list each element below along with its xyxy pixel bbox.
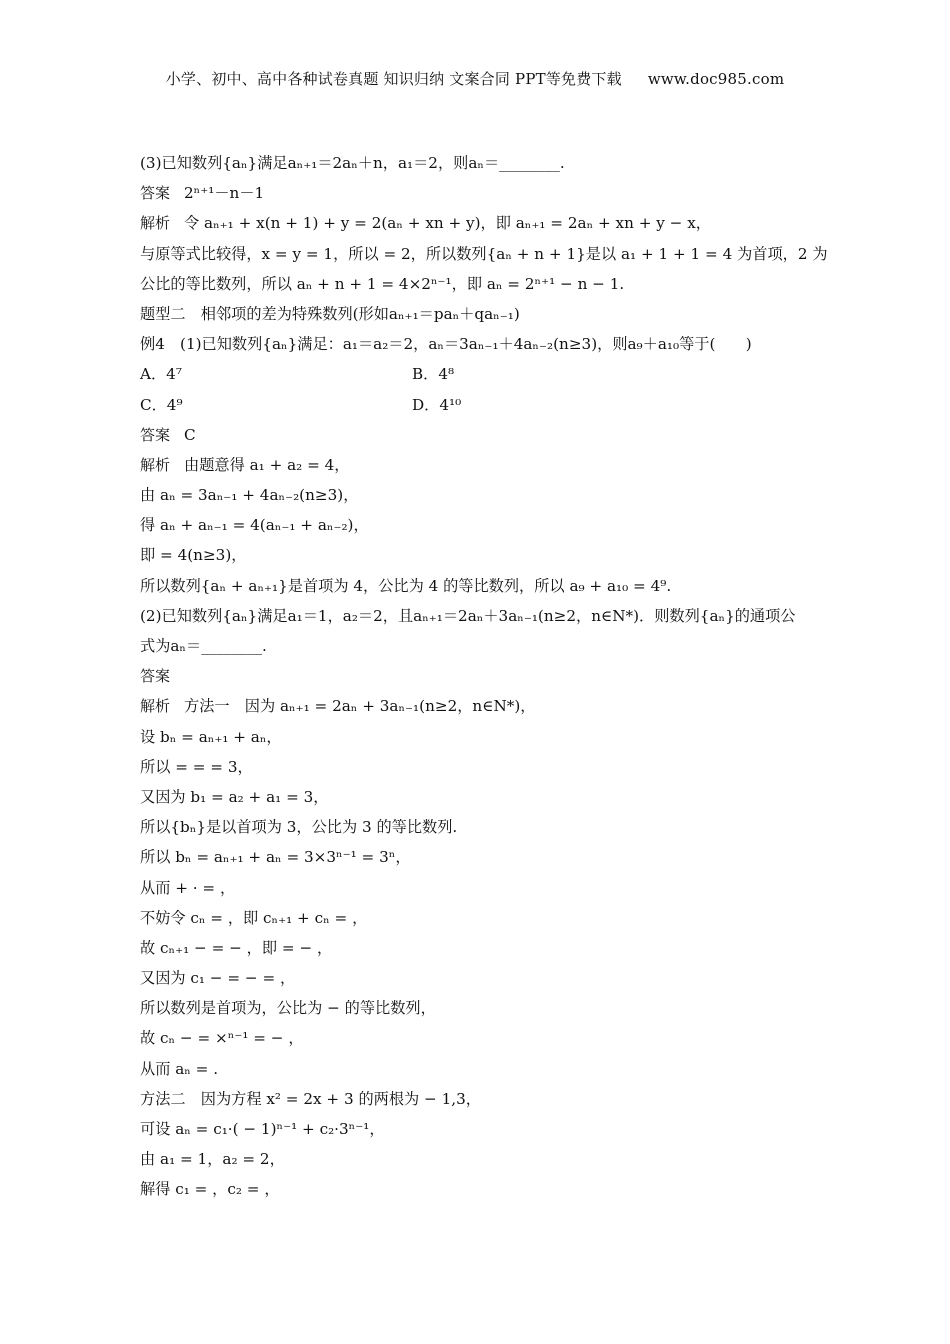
text-line <box>140 329 820 359</box>
text-line <box>140 963 820 993</box>
text-line <box>140 571 820 601</box>
text-line <box>140 903 820 933</box>
section-label: 解析 <box>140 455 171 474</box>
header-left-text: 小学、初中、高中各种试卷真题 知识归纳 文案合同 PPT等免费下载 <box>165 70 622 88</box>
line-text: 所以 = = = 3， <box>140 757 253 776</box>
text-line <box>140 148 820 178</box>
document-body <box>140 148 828 1205</box>
section-label: 答案 <box>140 425 171 444</box>
line-text: 2ⁿ⁺¹－n－1 <box>184 184 265 203</box>
line-text: 由题意得 a₁ + a₂ = 4， <box>184 455 350 474</box>
line-text: 所以数列{aₙ + aₙ₊₁}是首项为 4，公比为 4 的等比数列，所以 a₉ + a₁₀ = 4⁹. <box>140 576 672 595</box>
line-text: 公比的等比数列，所以 aₙ + n + 1 = 4×2ⁿ⁻¹，即 aₙ = 2ⁿ⁺¹ − n − 1. <box>140 274 625 293</box>
text-line <box>140 480 820 510</box>
line-text: 不妨令 cₙ = ，即 cₙ₊₁ + cₙ = ， <box>140 908 368 927</box>
text-line <box>140 178 820 208</box>
text-line <box>140 299 820 329</box>
line-text: 方法二 因为方程 x² = 2x + 3 的两根为 − 1,3， <box>140 1089 481 1108</box>
text-line <box>140 1114 820 1144</box>
text-line <box>140 842 820 872</box>
line-text: 所以数列是首项为，公比为 − 的等比数列， <box>140 999 436 1018</box>
section-label: 解析 <box>140 697 171 716</box>
text-line <box>140 691 820 721</box>
line-text: 从而 + · = ， <box>140 878 236 897</box>
answer-option: A．4⁷ <box>140 365 182 384</box>
text-line <box>140 782 820 812</box>
line-text: 所以{bₙ}是以首项为 3，公比为 3 的等比数列. <box>140 818 458 837</box>
text-line <box>140 420 820 450</box>
text-line <box>140 1144 820 1174</box>
line-text: 解得 c₁ = ，c₂ = ， <box>140 1180 280 1199</box>
line-text: (2)已知数列{aₙ}满足a₁＝1，a₂＝2，且aₙ₊₁＝2aₙ＋3aₙ₋₁(n≥2，n∈N*)．则数列{aₙ}的通项公 <box>140 606 796 625</box>
text-line <box>140 450 820 480</box>
answer-option: C．4⁹ <box>140 395 183 414</box>
line-text: 又因为 c₁ − = − = ， <box>140 969 296 988</box>
text-line <box>140 1084 820 1114</box>
text-line <box>140 752 820 782</box>
text-line <box>140 812 820 842</box>
text-line <box>140 722 820 752</box>
text-line <box>140 873 820 903</box>
section-label: 答案 <box>140 667 171 686</box>
line-text: 令 aₙ₊₁ + x(n + 1) + y = 2(aₙ + xn + y)，即 aₙ₊₁ = 2aₙ + xn + y − x， <box>184 214 711 233</box>
answer-option: D．4¹⁰ <box>412 395 462 414</box>
line-text: 即 = 4(n≥3)， <box>140 546 247 565</box>
line-text: 方法一 因为 aₙ₊₁ = 2aₙ + 3aₙ₋₁(n≥2，n∈N*)， <box>184 697 536 716</box>
text-line <box>140 510 820 540</box>
section-label: 答案 <box>140 184 171 203</box>
line-text: 设 bₙ = aₙ₊₁ + aₙ， <box>140 727 282 746</box>
text-line <box>140 993 820 1023</box>
line-text: 从而 aₙ = . <box>140 1059 219 1078</box>
text-line <box>140 1174 820 1204</box>
section-label: 解析 <box>140 214 171 233</box>
option-row <box>140 359 820 389</box>
option-row <box>140 390 820 420</box>
text-line <box>140 1023 820 1053</box>
text-line <box>140 540 820 570</box>
text-line <box>140 631 820 661</box>
text-line <box>140 269 820 299</box>
line-text: 由 a₁ = 1，a₂ = 2， <box>140 1150 285 1169</box>
line-text: 例4 (1)已知数列{aₙ}满足：a₁＝a₂＝2，aₙ＝3aₙ₋₁＋4aₙ₋₂(n≥3)，则a₉＋a₁₀等于( ) <box>140 335 752 354</box>
line-text: C <box>184 425 196 444</box>
answer-option: B．4⁸ <box>412 365 455 384</box>
line-text: 与原等式比较得，x = y = 1，所以 = 2，所以数列{aₙ + n + 1}是以 a₁ + 1 + 1 = 4 为首项，2 为 <box>140 244 828 263</box>
text-line <box>140 208 820 238</box>
text-line <box>140 1054 820 1084</box>
text-line <box>140 933 820 963</box>
text-line <box>140 239 828 269</box>
line-text: 又因为 b₁ = a₂ + a₁ = 3， <box>140 787 329 806</box>
line-text: 故 cₙ − = ×ⁿ⁻¹ = − ， <box>140 1029 304 1048</box>
line-text: 得 aₙ + aₙ₋₁ = 4(aₙ₋₁ + aₙ₋₂)， <box>140 516 369 535</box>
line-text: 式为aₙ＝________. <box>140 637 267 655</box>
line-text: 由 aₙ = 3aₙ₋₁ + 4aₙ₋₂(n≥3)， <box>140 486 359 505</box>
line-text: 所以 bₙ = aₙ₊₁ + aₙ = 3×3ⁿ⁻¹ = 3ⁿ， <box>140 848 411 867</box>
header-website-link[interactable]: www.doc985.com <box>647 70 785 88</box>
text-line <box>140 601 820 631</box>
line-text: 可设 aₙ = c₁·( − 1)ⁿ⁻¹ + c₂·3ⁿ⁻¹， <box>140 1120 385 1138</box>
line-text: 题型二 相邻项的差为特殊数列(形如aₙ₊₁＝paₙ＋qaₙ₋₁) <box>140 304 520 323</box>
page-header <box>0 68 950 89</box>
line-text: (3)已知数列{aₙ}满足aₙ₊₁＝2aₙ＋n，a₁＝2，则aₙ＝________. <box>140 154 565 172</box>
line-text: 故 cₙ₊₁ − = − ，即 = − ， <box>140 938 333 957</box>
text-line <box>140 661 820 691</box>
